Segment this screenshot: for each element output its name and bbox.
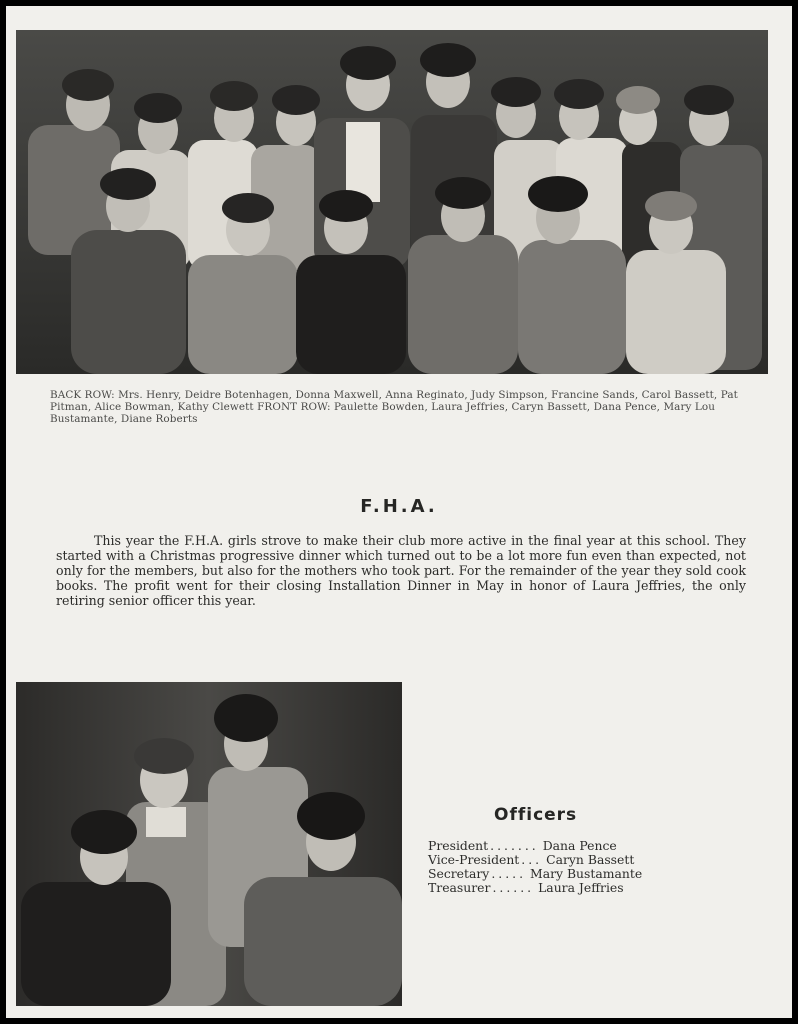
group-photo-caption: BACK ROW: Mrs. Henry, Deidre Botenhagen, Donna Maxwell, Anna Reginato, Judy Simpson, Francine Sands, Carol Bassett, Pat Pitman, Alice Bowman, Kathy Clewett FRONT ROW: Paulette Bowden, Laura Jeffries, Caryn Bassett, Dana Pence, Mary Lou Bustamante, Diane Roberts (50, 389, 738, 425)
officer-row-vice-president (428, 853, 698, 867)
officer-dots: ..... (491, 866, 527, 881)
officer-role: Secretary (428, 866, 490, 881)
officers-list (428, 839, 698, 895)
officer-dots: ....... (490, 838, 539, 853)
officer-name: Mary Bustamante (530, 866, 643, 881)
officer-role: President (428, 838, 489, 853)
officer-dots: ... (521, 852, 543, 867)
article-heading: F.H.A. (360, 496, 438, 517)
group-photo (16, 30, 768, 374)
officer-name: Caryn Bassett (546, 852, 635, 867)
officers-photo (16, 682, 402, 1006)
officer-row-president (428, 839, 698, 853)
officer-row-secretary (428, 867, 698, 881)
article-body: This year the F.H.A. girls strove to make their club more active in the final year at this school. They started with a Christmas progressive dinner which turned out to be a lot more fun even than expected, not only for the members, but also for the mothers who took part. For the remainder of the year they sold cook books. The profit went for their closing Installation Dinner in May in honor of Laura Jeffries, the only retiring senior officer this year. (56, 533, 746, 608)
officer-role: Vice-President (428, 852, 520, 867)
officers-title: Officers (494, 805, 578, 825)
officer-name: Dana Pence (542, 838, 617, 853)
officer-dots: ...... (492, 880, 535, 895)
officer-name: Laura Jeffries (538, 880, 624, 895)
yearbook-page (6, 6, 792, 1018)
officer-role: Treasurer (428, 880, 491, 895)
officer-row-treasurer (428, 881, 698, 895)
